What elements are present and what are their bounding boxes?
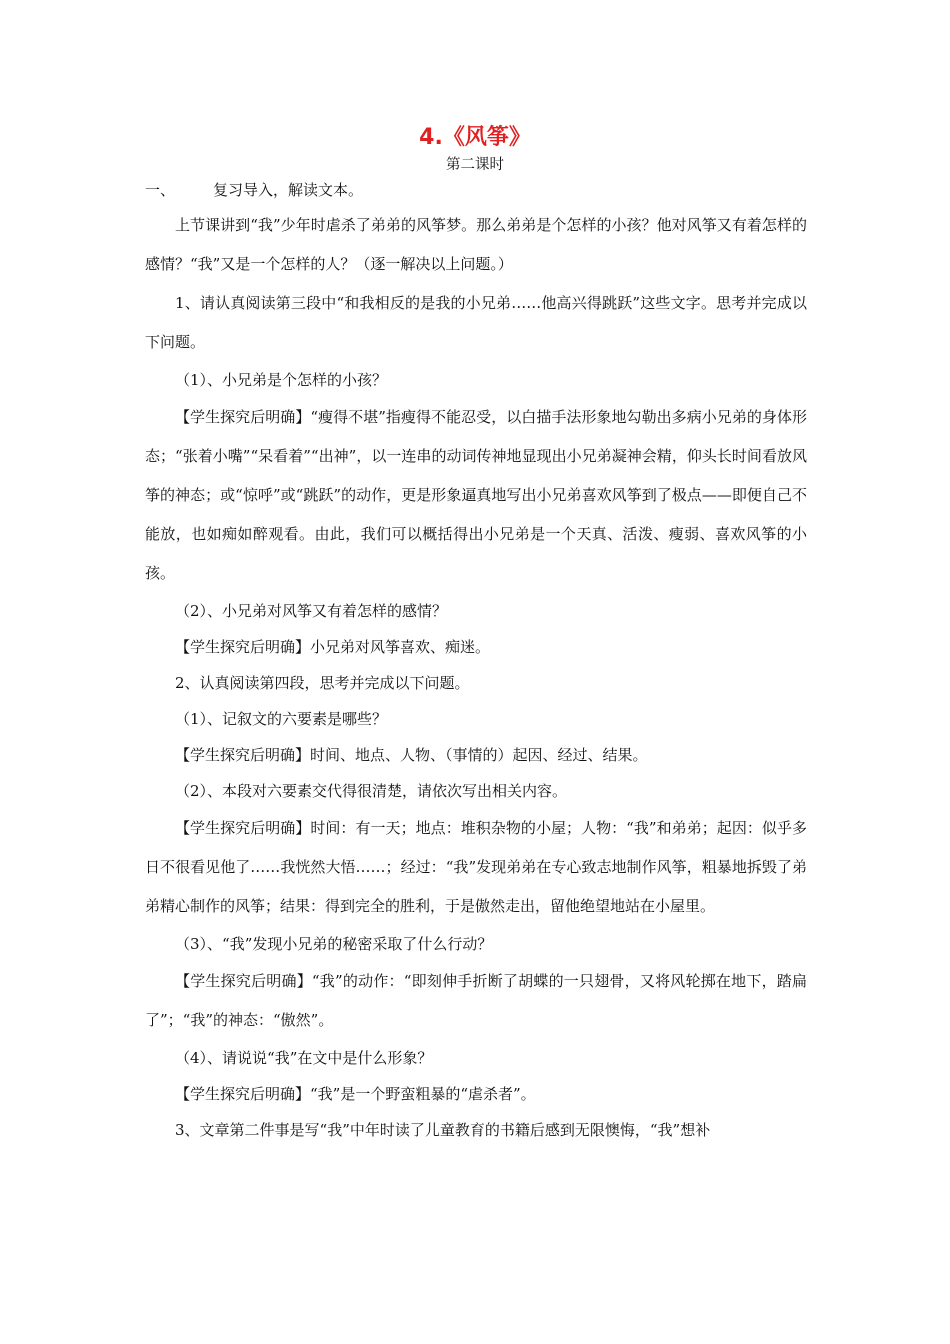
paragraph-q2-1: （1）、记叙文的六要素是哪些？ <box>175 710 388 728</box>
paragraph-q1-2: （2）、小兄弟对风筝又有着怎样的感情？ <box>175 602 448 620</box>
paragraph-q2-2: （2）、本段对六要素交代得很清楚，请依次写出相关内容。 <box>175 782 568 800</box>
paragraph-question-2: 2、认真阅读第四段，思考并完成以下问题。 <box>175 674 470 692</box>
paragraph-answer-1-2: 【学生探究后明确】小兄弟对风筝喜欢、痴迷。 <box>175 638 491 656</box>
paragraph-answer-2-2: 【学生探究后明确】时间：有一天；地点：堆积杂物的小屋；人物：“我”和弟弟；起因：似乎多日不很看见他了……我恍然大悟……；经过：“我”发现弟弟在专心致志地制作风筝，粗暴地拆毁了弟弟精心制作的风筝；结果：得到完全的胜利，于是傲然走出，留他绝望地站在小屋里。 <box>145 819 807 915</box>
paragraph-answer-1-1: 【学生探究后明确】“瘦得不堪”指瘦得不能忍受，以白描手法形象地勾勒出多病小兄弟的身体形态；“张着小嘴”“呆看着”“出神”，以一连串的动词传神地显现出小兄弟凝神会精，仰头长时间看放风筝的神态；或“惊呼”或“跳跃”的动作，更是形象逼真地写出小兄弟喜欢风筝到了极点——即便自己不能放，也如痴如醉观看。由此，我们可以概括得出小兄弟是一个天真、活泼、瘦弱、喜欢风筝的小孩。 <box>145 408 807 582</box>
paragraph-answer-2-1: 【学生探究后明确】时间、地点、人物、（事情的）起因、经过、结果。 <box>175 746 648 764</box>
paragraph-question-1: 1、请认真阅读第三段中“和我相反的是我的小兄弟……他高兴得跳跃”这些文字。思考并完成以下问题。 <box>145 294 807 351</box>
paragraph-q2-3: （3）、“我”发现小兄弟的秘密采取了什么行动？ <box>175 935 493 953</box>
paragraph-question-3: 3、文章第二件事是写“我”中年时读了儿童教育的书籍后感到无限懊悔，“我”想补 <box>175 1121 711 1139</box>
paragraph-answer-2-4: 【学生探究后明确】“我”是一个野蛮粗暴的“虐杀者”。 <box>175 1085 536 1103</box>
paragraph-q2-4: （4）、请说说“我”在文中是什么形象？ <box>175 1049 433 1067</box>
paragraph-intro: 上节课讲到“我”少年时虐杀了弟弟的风筝梦。那么弟弟是个怎样的小孩？他对风筝又有着怎样的感情？“我”又是一个怎样的人？（逐一解决以上问题。） <box>145 216 807 273</box>
lesson-subtitle: 第二课时 <box>446 157 504 173</box>
section-title: 复习导入，解读文本。 <box>213 181 364 199</box>
paragraph-q1-1: （1）、小兄弟是个怎样的小孩？ <box>175 371 388 389</box>
document-title: 4.《风筝》 <box>419 125 531 150</box>
paragraph-answer-2-3: 【学生探究后明确】“我”的动作：“即刻伸手折断了胡蝶的一只翅骨，又将风轮掷在地下，踏扁了”；“我”的神态：“傲然”。 <box>145 972 807 1029</box>
section-heading <box>145 180 363 200</box>
section-number: 一、 <box>145 181 176 199</box>
document-body <box>145 206 807 1148</box>
